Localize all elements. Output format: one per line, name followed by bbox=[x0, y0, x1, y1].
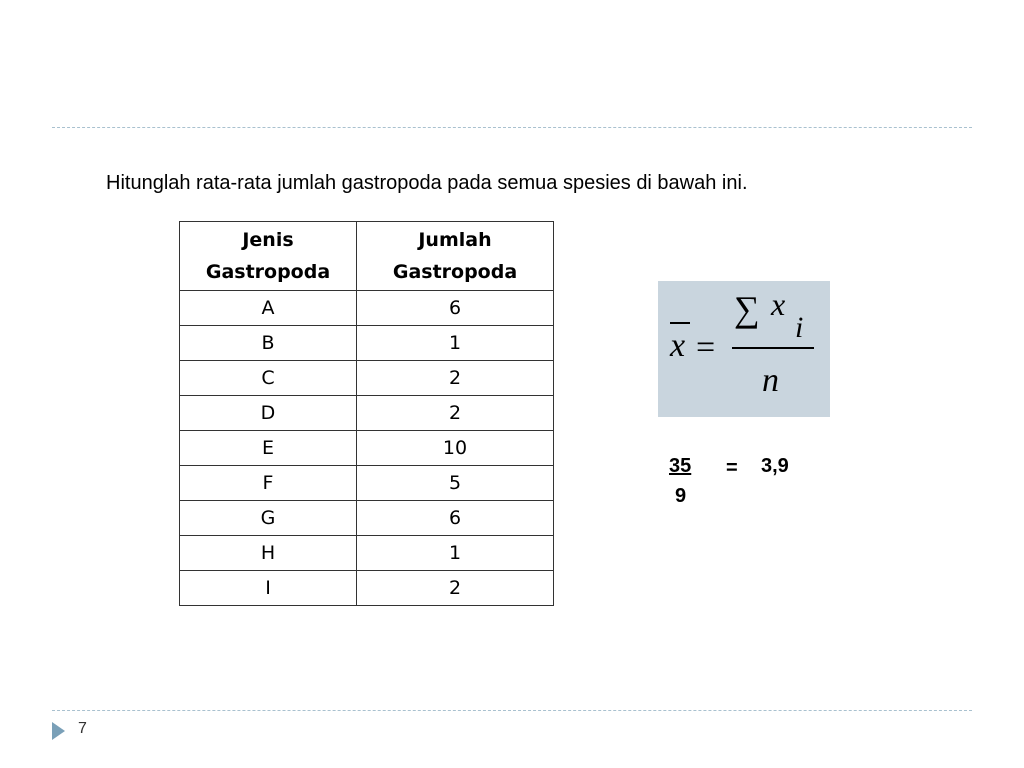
count-cell: 1 bbox=[357, 326, 554, 361]
mean-formula-image bbox=[658, 281, 830, 417]
count-cell: 2 bbox=[357, 361, 554, 396]
formula-denominator-n: n bbox=[762, 362, 779, 399]
count-cell: 10 bbox=[357, 431, 554, 466]
calculation-result: 3,9 bbox=[761, 455, 789, 477]
species-cell: D bbox=[180, 396, 357, 431]
calculation-denominator: 9 bbox=[675, 485, 687, 507]
count-cell: 2 bbox=[357, 396, 554, 431]
species-cell: E bbox=[180, 431, 357, 466]
formula-xbar: x bbox=[670, 327, 686, 364]
formula-numerator-x: x bbox=[771, 286, 786, 322]
header-jumlah-line2: Gastropoda bbox=[392, 261, 518, 283]
header-jenis-line2: Gastropoda bbox=[205, 261, 331, 283]
calculation-numerator: 35 bbox=[669, 455, 692, 477]
instruction-text: Hitunglah rata-rata jumlah gastropoda pada semua spesies di bawah ini. bbox=[106, 172, 748, 194]
species-cell: H bbox=[180, 536, 357, 571]
header-jumlah-line1: Jumlah bbox=[418, 229, 492, 251]
header-jumlah bbox=[357, 222, 554, 291]
count-cell: 6 bbox=[357, 291, 554, 326]
count-cell: 5 bbox=[357, 466, 554, 501]
species-cell: B bbox=[180, 326, 357, 361]
formula-subscript-i: i bbox=[795, 311, 804, 344]
bottom-divider bbox=[52, 710, 972, 711]
count-cell: 6 bbox=[357, 501, 554, 536]
triangle-bullet-icon bbox=[52, 722, 65, 740]
top-divider bbox=[52, 127, 972, 128]
count-cell: 2 bbox=[357, 571, 554, 606]
table-row bbox=[180, 361, 554, 396]
sigma-icon: ∑ bbox=[734, 289, 760, 329]
species-cell: C bbox=[180, 361, 357, 396]
table-row bbox=[180, 536, 554, 571]
species-cell: I bbox=[180, 571, 357, 606]
table-row bbox=[180, 396, 554, 431]
species-cell: F bbox=[180, 466, 357, 501]
header-jenis-line1: Jenis bbox=[242, 229, 294, 251]
table-row bbox=[180, 291, 554, 326]
count-cell: 1 bbox=[357, 536, 554, 571]
species-cell: A bbox=[180, 291, 357, 326]
table-header-row bbox=[180, 222, 554, 291]
header-jenis bbox=[180, 222, 357, 291]
table-row bbox=[180, 466, 554, 501]
mean-formula bbox=[658, 281, 830, 417]
species-cell: G bbox=[180, 501, 357, 536]
table-row bbox=[180, 431, 554, 466]
table-row bbox=[180, 501, 554, 536]
formula-equals: = bbox=[696, 329, 716, 366]
gastropoda-table bbox=[179, 221, 554, 606]
calculation-equals: = bbox=[726, 457, 738, 479]
table-row bbox=[180, 571, 554, 606]
table-row bbox=[180, 326, 554, 361]
page-number: 7 bbox=[78, 720, 87, 737]
